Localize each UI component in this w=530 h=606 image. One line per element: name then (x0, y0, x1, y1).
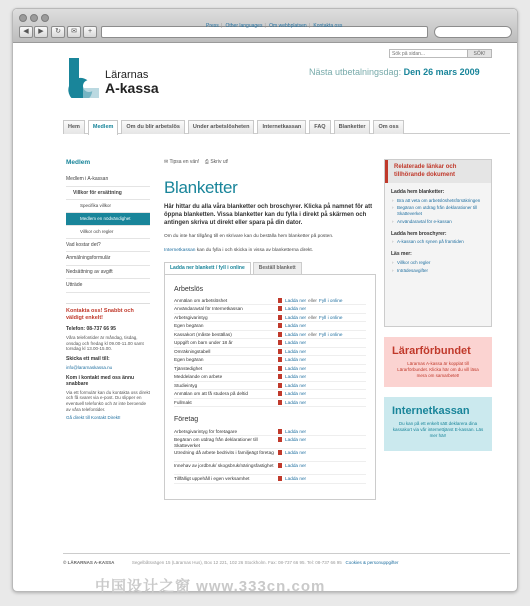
mail-icon: ✉ (164, 159, 169, 165)
form-actions (278, 429, 306, 435)
top-links: Press | Other languages | Om webbplatsen | Kontakta oss (206, 23, 343, 29)
tab-download[interactable]: Ladda ner blankett / fyll i online (164, 262, 251, 274)
pdf-icon (278, 400, 282, 405)
promo-internetkassan[interactable] (384, 397, 492, 451)
logo-line1: Lärarnas (105, 69, 149, 81)
new-tab-icon[interactable]: + (83, 26, 97, 38)
promo1-title: Lärarförbundet (392, 345, 471, 357)
fill-online-link[interactable]: Fyll i online (318, 297, 343, 303)
tab-order[interactable]: Beställ blankett (253, 262, 302, 274)
sidebar-item[interactable]: Vad kostar det? (66, 239, 150, 253)
internetkassan-text-rest: kan du fylla i och skicka in vissa av blanketterna direkt. (195, 247, 314, 253)
zoom-window-icon[interactable] (41, 14, 49, 22)
back-icon[interactable]: ◀ (19, 26, 33, 38)
sidebar-item[interactable]: Anmälningsformulär (66, 252, 150, 266)
top-link-about[interactable]: Om webbplatsen (269, 23, 307, 29)
pdf-icon (278, 315, 282, 320)
nav-tab-under[interactable]: Under arbetslösheten (188, 120, 255, 134)
table-row (174, 322, 366, 331)
print-link[interactable]: Skriv ut! (210, 159, 229, 165)
download-link[interactable]: Ladda ner (285, 391, 307, 397)
pdf-icon (278, 340, 282, 345)
top-link-languages[interactable]: Other languages (225, 23, 263, 29)
pdf-icon (278, 306, 282, 311)
related-links-box (384, 159, 492, 327)
mail-label: Skicka ett mail till: (66, 356, 110, 363)
pdf-icon (278, 383, 282, 388)
footer-address: Segelbåtsvägen 15 (Lärarnas Hus), Box 12 221, 102 26 Stockholm. Fax: 08-737 66 95. Tel: 08-737 66 95 (131, 560, 342, 565)
form-name: Innehav av jordbruk/ skogsbruk/näringsfastighet (174, 463, 274, 469)
form-name: Utredning då arbete bedrivits i familjeägt företag (174, 450, 274, 456)
read-heading: Läs mer: (391, 251, 412, 258)
form-name: Uppgift om barn under 18 år (174, 340, 233, 346)
browser-search-field[interactable] (434, 26, 512, 38)
main-nav (63, 118, 510, 134)
form-actions (278, 400, 306, 406)
form-name: Anmälan om att få studera på deltid (174, 391, 249, 397)
nav-tab-blanketter[interactable]: Blanketter (334, 120, 371, 134)
promo2-text: Du kan på ett enkelt sätt deklarera dina kassakort via vår internettjänst E-kassan. Läs mer här! (392, 421, 484, 438)
fill-online-link[interactable]: Fyll i online (318, 314, 343, 320)
pdf-icon (278, 349, 282, 354)
form-name: Begäran om utdrag från deklarationer till Skatteverket (174, 437, 258, 449)
form-name: Användaravtal för Internetkassan (174, 306, 243, 312)
form-name: Arbetsgivarintyg (174, 314, 208, 320)
related-link[interactable]: › Inträdesavgifter (397, 268, 485, 274)
pdf-icon (278, 323, 282, 328)
internetkassan-text (164, 248, 376, 254)
download-link[interactable]: Ladda ner (285, 297, 307, 303)
logo-line2: A-kassa (105, 80, 159, 96)
download-link[interactable]: Ladda ner (285, 476, 307, 482)
phone-text: Våra telefontider är måndag, tisdag, onsdag och fredag kl 09.00-11.00 samt torsdag kl 13.00-15.00. (66, 334, 144, 352)
pdf-icon (278, 476, 282, 481)
close-window-icon[interactable] (19, 14, 27, 22)
tip-friend-link[interactable]: Tipsa en vän! (169, 159, 200, 165)
table-row (174, 475, 366, 484)
or-text: eller (308, 314, 317, 320)
promo1-text: Lärarnas A-kassa är kopplat till Lärarförbundet. Klicka här om du vill läsa mera om samarbetet! (397, 361, 479, 378)
table-row (174, 399, 366, 408)
form-actions (278, 450, 306, 456)
form-list (174, 428, 366, 484)
form-name: Tjänstedighet (174, 365, 203, 371)
download-link[interactable]: Ladda ner (285, 382, 307, 388)
table-row (174, 449, 366, 462)
form-name: Studieintyg (174, 382, 198, 388)
form-actions (278, 340, 306, 346)
pdf-icon (278, 332, 282, 337)
browser-window (12, 8, 518, 592)
nav-tab-arbetslos[interactable]: Om du blir arbetslös (121, 120, 184, 134)
forward-icon[interactable]: ▶ (34, 26, 48, 38)
pdf-icon (278, 298, 282, 303)
pay-date-label: Nästa utbetalningsdag: (309, 67, 402, 77)
pay-date-value: Den 26 mars 2009 (403, 67, 480, 77)
table-row (174, 462, 366, 475)
related-link[interactable]: › Begäran om utdrag från deklarationer till Skatteverket (397, 205, 485, 217)
or-text: eller (308, 331, 317, 337)
form-name: Anmälan om arbetslöshet (174, 297, 228, 303)
pay-date (309, 67, 480, 79)
table-row (174, 339, 366, 348)
download-link[interactable]: Ladda ner (285, 437, 307, 443)
form-actions (278, 383, 306, 389)
download-link[interactable]: Ladda ner (285, 357, 307, 363)
minimize-window-icon[interactable] (30, 14, 38, 22)
group-heading: Arbetslös (174, 285, 204, 293)
pdf-icon (278, 357, 282, 362)
table-row (174, 331, 366, 340)
page-tools (164, 159, 376, 169)
related-link[interactable]: › Villkor och regler (397, 260, 485, 266)
contact-title: Kontakta oss! Snabbt och väldigt enkelt! (66, 307, 134, 322)
pdf-icon (278, 463, 282, 468)
sidebar-item[interactable]: Medlem i A-kassan (66, 173, 150, 187)
watermark: 中国设计之窗 www.333cn.com (95, 578, 326, 595)
form-actions (278, 315, 342, 321)
footer (63, 553, 510, 566)
form-name: Arbetsgivarintyg för företagare (174, 428, 238, 434)
print-icon: ⎙ (204, 159, 209, 165)
table-row (174, 390, 366, 399)
download-link[interactable]: Ladda ner (285, 450, 307, 456)
reload-icon[interactable]: ↻ (51, 26, 65, 38)
brochures-heading: Ladda hem broschyrer: (391, 230, 447, 237)
related-title: Relaterade länkar och tillhörande dokument (385, 160, 491, 183)
promo-lararforbundet[interactable] (384, 337, 492, 387)
form-actions (278, 357, 306, 363)
form-actions (278, 437, 306, 443)
pdf-icon (278, 429, 282, 434)
download-link[interactable]: Ladda ner (285, 399, 307, 405)
nav-tab-faq[interactable]: FAQ (309, 120, 330, 134)
table-row (174, 314, 366, 323)
top-link-contact[interactable]: Kontakta oss (313, 23, 343, 29)
sidebar (66, 159, 150, 421)
sidebar-item[interactable]: Villkor och regler (66, 226, 150, 239)
forms-panel (164, 274, 376, 500)
download-link[interactable]: Ladda ner (285, 348, 307, 354)
download-link[interactable]: Ladda ner (285, 314, 307, 320)
table-row (174, 436, 366, 449)
form-name: Egen begäran (174, 323, 204, 329)
form-name: Egen begäran (174, 357, 204, 363)
contact-box (66, 303, 150, 421)
nav-tab-medlem[interactable]: Medlem (88, 120, 118, 135)
form-list (174, 297, 366, 408)
cookies-link[interactable]: Cookies & personuppgifter (345, 560, 399, 565)
form-actions (278, 306, 306, 312)
search-button[interactable]: SÖK! (467, 49, 492, 58)
main-content (164, 159, 376, 500)
form-name: Fullmakt (174, 399, 192, 405)
table-row (174, 348, 366, 357)
sidebar-item-active[interactable]: Medlem en nödvändighet (66, 213, 150, 226)
contact-form-label: Kom i kontakt med oss ännu snabbare (66, 374, 135, 388)
pdf-icon (278, 450, 282, 455)
contact-form-text: Via ett formulär kan du kontakta oss direkt och få svaret via e-post. Du slipper en eventuell telefonkö och är inte beroende av våra telefontider. (66, 389, 150, 413)
download-link[interactable]: Ladda ner (285, 365, 307, 371)
download-link[interactable]: Ladda ner (285, 463, 307, 469)
contact-direct-link[interactable]: Gå direkt till Kontakt Direkt! (66, 415, 121, 420)
download-link[interactable]: Ladda ner (285, 323, 307, 329)
form-actions (278, 349, 306, 355)
form-actions (278, 366, 306, 372)
pdf-icon (278, 366, 282, 371)
related-link[interactable]: › Användaravtal för e-kassan (397, 219, 485, 225)
sidebar-heading: Medlem (66, 159, 91, 166)
sidebar-item[interactable]: Villkor för ersättning (66, 187, 150, 201)
table-row (174, 428, 366, 437)
table-row (174, 297, 366, 306)
fill-online-link[interactable]: Fyll i online (318, 331, 343, 337)
table-row (174, 373, 366, 382)
footer-brand: © LÄRARNAS A-KASSA (63, 560, 115, 565)
site-search-input[interactable] (389, 49, 475, 58)
mail-link[interactable]: info@lararnaskassa.nu (66, 364, 113, 370)
lead-text: Här hittar du alla våra blanketter och broschyrer. Klicka på namnet för att öppna blanketten. Vissa blanketter kan du fylla i direkt på skärmen och antingen skriva ut direkt eller spara på din dator. (164, 204, 373, 227)
related-link[interactable]: › Bra att veta om arbetslöshetsförsäkringen (397, 198, 485, 204)
form-name: Meddelande om arbete (174, 374, 223, 380)
download-link[interactable]: Ladda ner (285, 306, 307, 312)
form-name: Tillfälligt uppehåll i egen verksamhet (174, 476, 250, 482)
form-actions (278, 298, 342, 304)
bookmark-icon[interactable]: ✉ (67, 26, 81, 38)
form-name: Kassakort (måste beställas) (174, 331, 232, 337)
related-link[interactable]: › A-kassan och synen på framtiden (397, 239, 485, 245)
form-actions (278, 332, 342, 338)
table-row (174, 365, 366, 374)
download-link[interactable]: Ladda ner (285, 340, 307, 346)
table-row (174, 305, 366, 314)
nav-tab-internetkassan[interactable]: Internetkassan (257, 120, 306, 134)
top-link-press[interactable]: Press (206, 23, 219, 29)
page-title: Blanketter (164, 178, 238, 197)
pdf-icon (278, 437, 282, 442)
info-text: Om du inte har tillgång till en skrivare kan du beställa hem blanketter på posten. (164, 234, 334, 240)
form-actions (278, 374, 306, 380)
sidebar-item[interactable]: Utträde (66, 279, 150, 293)
promo2-title: Internetkassan (392, 405, 470, 417)
table-row (174, 382, 366, 391)
pdf-icon (278, 374, 282, 379)
nav-tab-hem[interactable]: Hem (63, 120, 85, 134)
pdf-icon (278, 391, 282, 396)
sidebar-item[interactable]: Nedsättning av avgift (66, 266, 150, 280)
forms-heading: Ladda hem blanketter: (391, 189, 445, 195)
download-link[interactable]: Ladda ner (285, 331, 307, 337)
form-tabs (164, 262, 376, 274)
or-text: eller (308, 297, 317, 303)
form-name: Omräkningstabell (174, 348, 211, 354)
sidebar-item[interactable]: Specifika villkor (66, 200, 150, 213)
phone-label: Telefon: 08-737 66 95 (66, 326, 116, 333)
form-actions (278, 463, 306, 469)
group-heading: Företag (174, 416, 199, 424)
logo-text (105, 70, 159, 95)
form-actions (278, 476, 306, 482)
download-link[interactable]: Ladda ner (285, 374, 307, 380)
nav-tab-om-oss[interactable]: Om oss (373, 120, 403, 134)
right-column (384, 159, 492, 451)
download-link[interactable]: Ladda ner (285, 428, 307, 434)
table-row (174, 356, 366, 365)
internetkassan-link[interactable]: Internetkassan (164, 247, 196, 253)
form-actions (278, 391, 306, 397)
form-actions (278, 323, 306, 329)
